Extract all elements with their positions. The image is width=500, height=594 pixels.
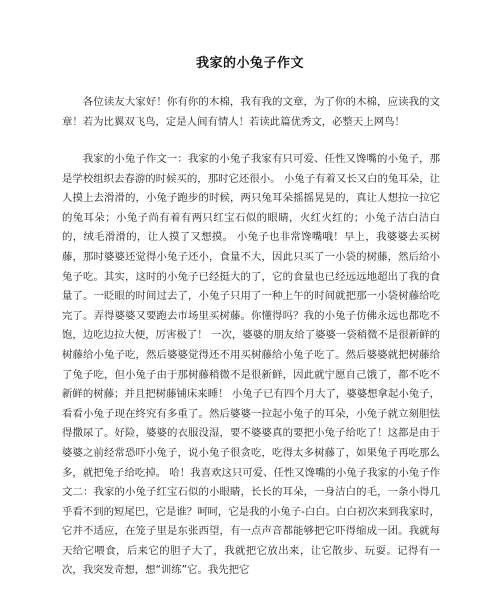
page-title: 我家的小兔子作文 [195,56,304,71]
intro-paragraph: 各位读友大家好！你有你的木棉，我有我的文章，为了你的木棉，应读我的文章！若为比翼双飞鸟，定是人间有情人！若读此篇优秀文，必整天上网鸟！ [62,96,440,128]
essay-body-paragraph: 我家的小兔子作文一：我家的小兔子我家有只可爱、任性又馋嘴的小兔子，那是学校组织去春游的时候买的，那时它还很小。 小兔子有着又长又白的兔耳朵，让人摸上去滑滑的，小兔子跑步的时候，两只兔耳朵摇摇晃晃的，真让人想拉一拉它的兔耳朵；小兔子尚有着有两只红宝石似的眼睛，火红火红的；小兔子洁白洁白的，绒毛滑滑的，让人摸了又想摸。 小兔子也非常馋嘴哦！早上，我婆婆去买树藤，那时婆婆还觉得小兔子还小，食量不大，因此只买了一小袋的树藤，然后给小兔子吃。其实，这时的小兔子已经挺大的了，它的食量也已经远远地超出了我的食量了。一眨眼的时间过去了，小兔子只用了一种上午的时间就把那一小袋树藤给吃完了。弄得婆婆又要跑去市场里买树藤。你懂得吗？我的小兔子仿佛永远也都吃不饱，边吃边拉大便，厉害极了！ 一次，婆婆的朋友给了婆婆一袋稍微不是很新鲜的树藤给小兔子吃，然后婆婆觉得还不用买树藤给小兔子吃了。然后婆婆就把树藤给了兔子吃，但小兔子由于那树藤稍微不是很新鲜，因此就宁愿自己饿了，都不吃不新鲜的树藤；并且把树藤铺床来睡！ 小兔子已有四个月大了，婆婆想拿起小兔子，看看小兔子现在终究有多重了。然后婆婆一拉起小兔子的耳朵，小兔子就立刻胆怯得撒尿了。好险，婆婆的衣服没湿，要不婆婆真的要把小兔子给吃了！这都是由于婆婆之前经常恐吓小兔子，说小兔子很贪吃，吃得太多树藤了，如果兔子再吃那么多，就把兔子给吃掉。 哈！我喜欢这只可爱、任性又馋嘴的小兔子我家的小兔子作文二：我家的小兔子红宝石似的小眼睛，长长的耳朵，一身洁白的毛，一条小得几乎看不到的短尾巴，它是谁？呵呵，它是我的小兔子-白白。白白初次来到我家时，它并不适应，在笼子里是东张西望，有一点声音都能够把它吓得缩成一团。我就每天给它喂食，后来它的胆子大了，我就把它放出来，让它散步、玩耍。记得有一次，我突发奇想，想“训练”它。我先把它 [62,153,440,577]
